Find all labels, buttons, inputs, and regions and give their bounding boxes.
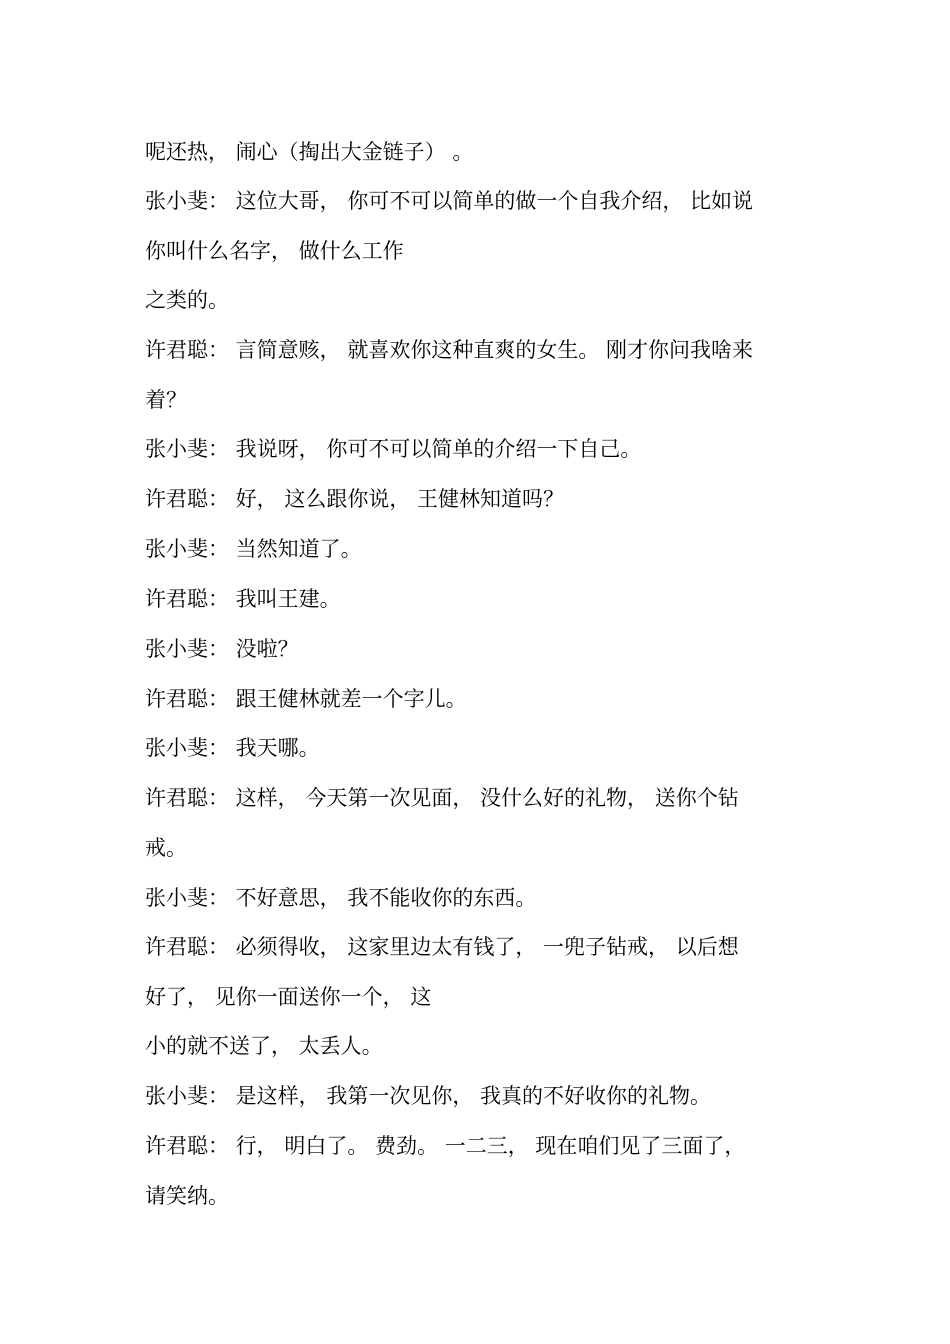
text-line: 许君聪： 好， 这么跟你说， 王健林知道吗？	[145, 487, 565, 511]
text-line: 请笑纳。	[145, 1184, 229, 1208]
text-line: 着？	[145, 388, 187, 412]
text-line: 许君聪： 行， 明白了。 费劲。 一二三， 现在咱们见了三面了，	[145, 1134, 746, 1158]
text-line: 张小斐： 我天哪。	[145, 736, 320, 760]
text-line: 张小斐： 不好意思， 我不能收你的东西。	[145, 886, 537, 910]
text-line: 小的就不送了， 太丢人。	[145, 1034, 383, 1058]
text-line: 之类的。	[145, 288, 229, 312]
text-line: 许君聪： 言简意赅， 就喜欢你这种直爽的女生。 刚才你问我啥来	[145, 338, 754, 362]
text-line: 许君聪： 跟王健林就差一个字儿。	[145, 687, 467, 711]
text-line: 你叫什么名字， 做什么工作	[145, 239, 404, 263]
text-line: 呢还热， 闹心（掏出大金链子） 。	[145, 140, 474, 164]
text-line: 好了， 见你一面送你一个， 这	[145, 985, 432, 1009]
text-line: 许君聪： 必须得收， 这家里边太有钱了， 一兜子钻戒， 以后想	[145, 935, 739, 959]
text-line: 张小斐： 这位大哥， 你可不可以简单的做一个自我介绍， 比如说	[145, 189, 754, 213]
text-line: 张小斐： 当然知道了。	[145, 537, 362, 561]
text-line: 许君聪： 我叫王建。	[145, 587, 341, 611]
text-line: 张小斐： 没啦？	[145, 637, 299, 661]
text-line: 张小斐： 是这样， 我第一次见你， 我真的不好收你的礼物。	[145, 1084, 712, 1108]
text-line: 戒。	[145, 836, 187, 860]
text-line: 许君聪： 这样， 今天第一次见面， 没什么好的礼物， 送你个钻	[145, 786, 739, 810]
text-line: 张小斐： 我说呀， 你可不可以简单的介绍一下自己。	[145, 437, 642, 461]
